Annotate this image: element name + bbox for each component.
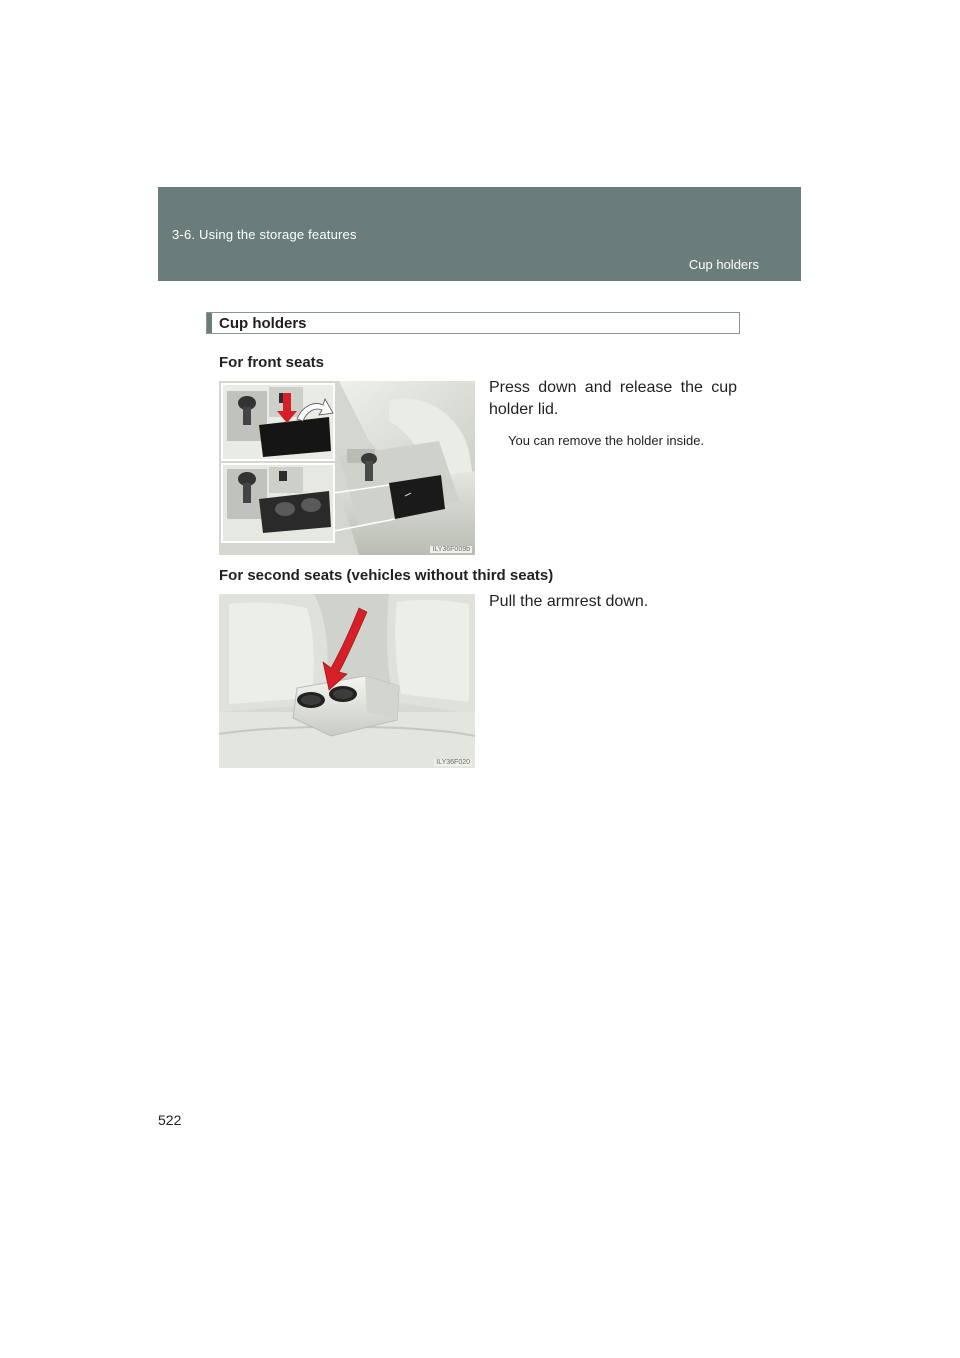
header-band [158, 187, 801, 281]
front-note: You can remove the holder inside. [508, 433, 705, 448]
front-cup-holder-illustration [219, 381, 475, 555]
section-title: Cup holders [219, 315, 307, 332]
page-number: 522 [158, 1112, 182, 1128]
second-instruction: Pull the armrest down. [489, 593, 649, 610]
second-seats-heading: For second seats (vehicles without third seats) [219, 567, 554, 584]
front-instruction: Press down and release the cup holder lid. [489, 379, 737, 418]
title-accent [207, 313, 212, 333]
second-figure-code: ILY36F020 [436, 759, 470, 766]
second-armrest-illustration [219, 594, 475, 768]
front-figure-code: ILY36F009b [432, 546, 470, 553]
front-seats-heading: For front seats [219, 354, 325, 371]
section-path: 3-6. Using the storage features [172, 227, 357, 242]
section-name: Cup holders [688, 257, 759, 272]
section-title-bar [206, 312, 740, 334]
